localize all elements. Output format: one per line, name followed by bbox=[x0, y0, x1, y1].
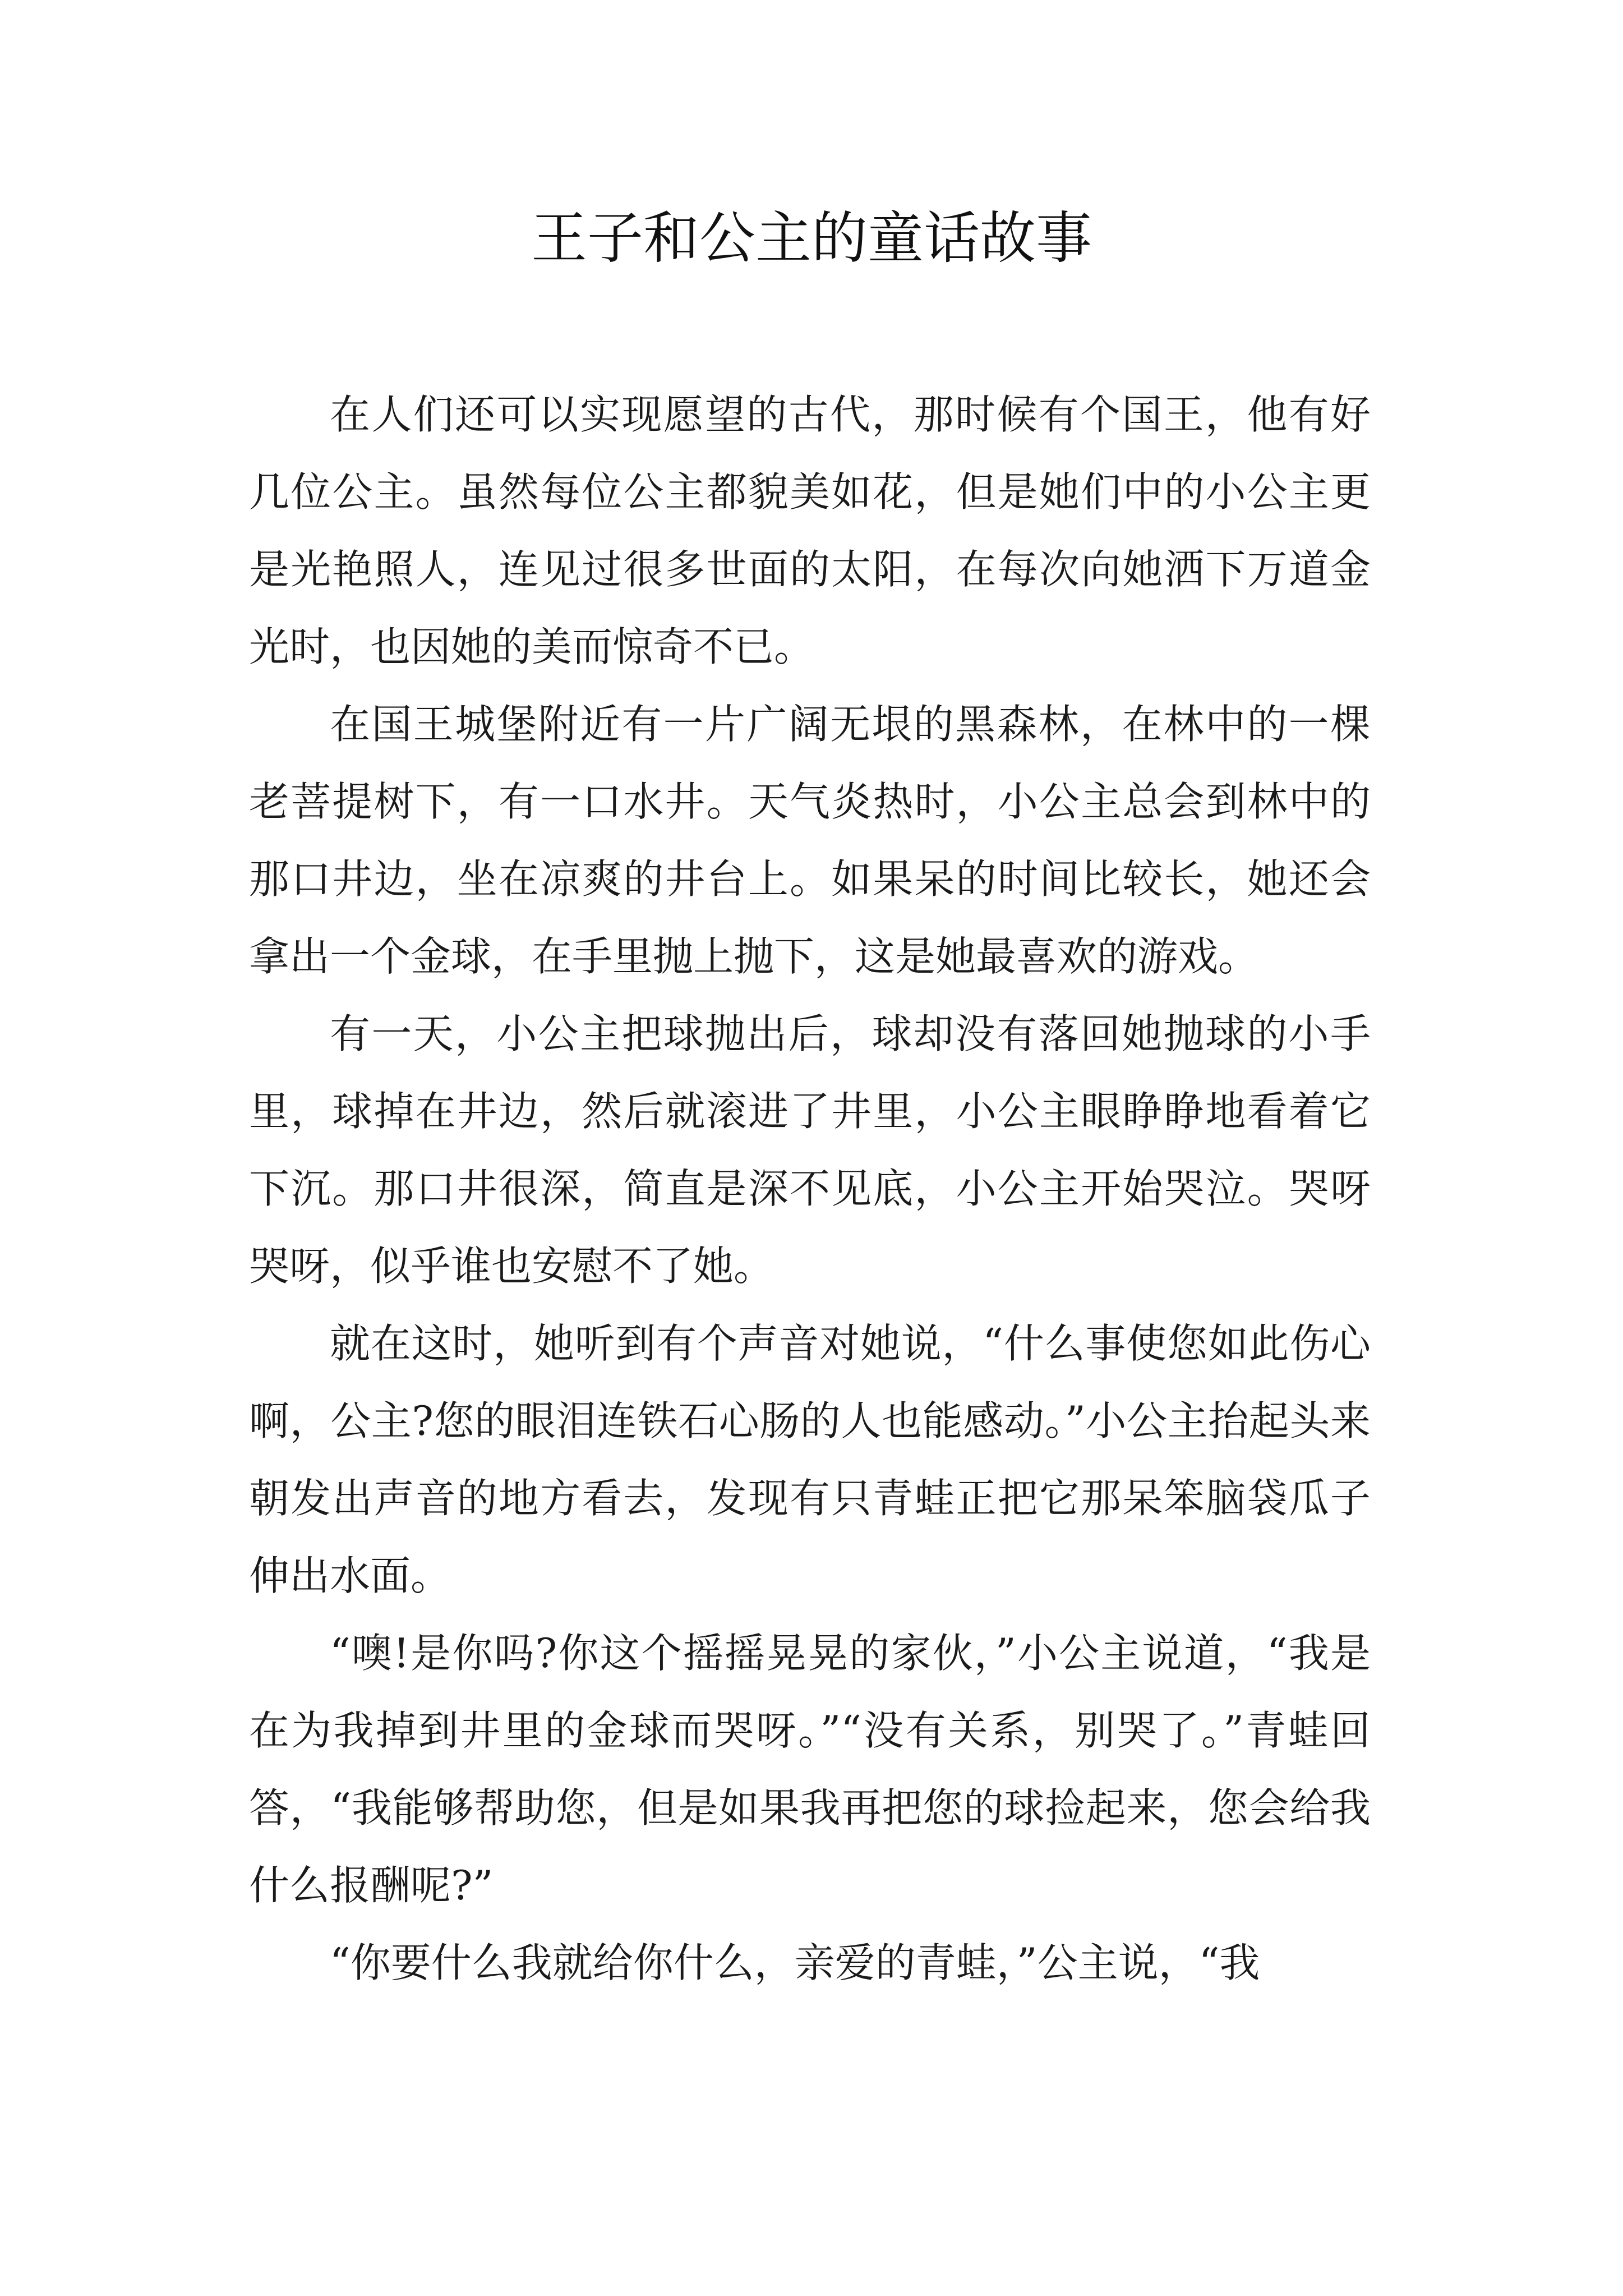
paragraph: 就在这时，她听到有个声音对她说，“什么事使您如此伤心啊，公主?您的眼泪连铁石心肠的人也能感动。”小公主抬起头来朝发出声音的地方看去，发现有只青蛙正把它那呆笨脑袋瓜子伸出水面。 bbox=[249, 1320, 1371, 1599]
paragraph: “噢!是你吗?你这个摇摇晃晃的家伙，”小公主说道，“我是在为我掉到井里的金球而哭呀。”“没有关系，别哭了。”青蛙回答，“我能够帮助您，但是如果我再把您的球捡起来，您会给我什么报酬呢?” bbox=[249, 1630, 1371, 1909]
paragraph: 在国王城堡附近有一片广阔无垠的黑森林，在林中的一棵老菩提树下，有一口水井。天气炎热时，小公主总会到林中的那口井边，坐在凉爽的井台上。如果呆的时间比较长，她还会拿出一个金球，在手里抛上抛下，这是她最喜欢的游戏。 bbox=[249, 701, 1371, 980]
paragraph: 有一天，小公主把球抛出后，球却没有落回她抛球的小手里，球掉在井边，然后就滚进了井里，小公主眼睁睁地看着它下沉。那口井很深，简直是深不见底，小公主开始哭泣。哭呀哭呀，似乎谁也安慰不了她。 bbox=[249, 1010, 1371, 1290]
paragraph: 在人们还可以实现愿望的古代，那时候有个国王，他有好几位公主。虽然每位公主都貌美如花，但是她们中的小公主更是光艳照人，连见过很多世面的太阳，在每次向她洒下万道金光时，也因她的美而惊奇不已。 bbox=[249, 391, 1371, 670]
page-title: 王子和公主的童话故事 bbox=[531, 205, 1092, 271]
paragraph: “你要什么我就给你什么，亲爱的青蛙，”公主说，“我 bbox=[330, 1939, 1260, 1986]
document-body bbox=[249, 376, 1371, 2001]
